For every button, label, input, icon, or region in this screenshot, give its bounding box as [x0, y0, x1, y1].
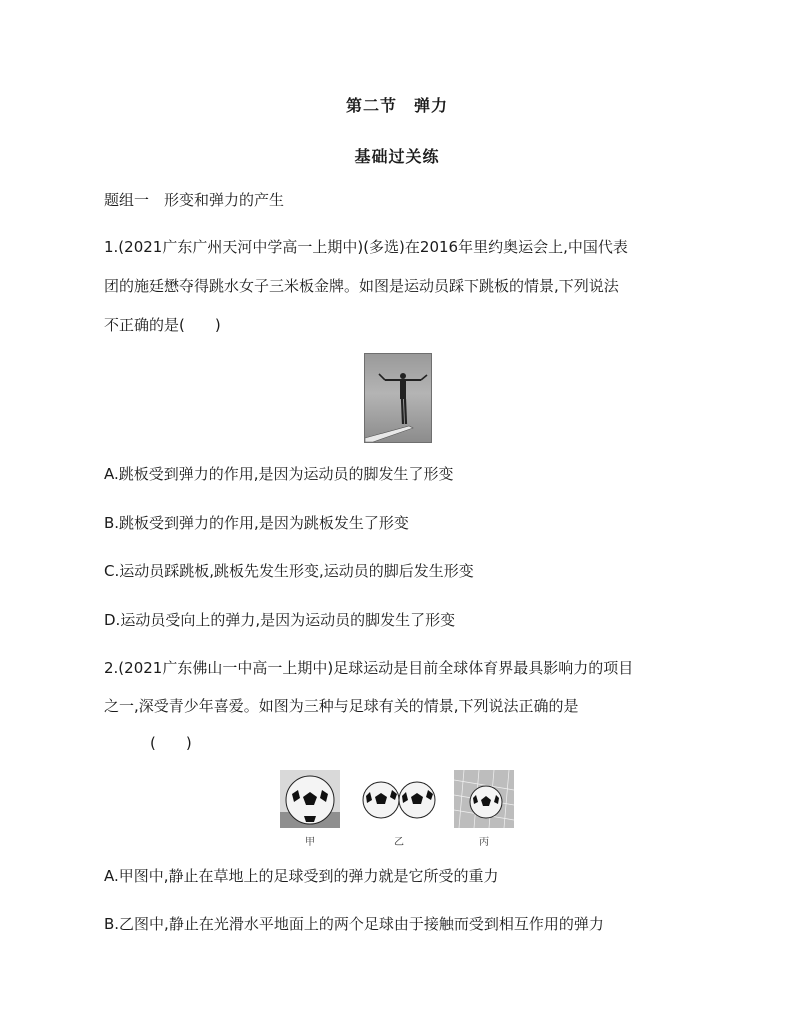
two-soccer-balls-image [362, 770, 436, 828]
soccer-ball-on-grass-image [280, 770, 340, 828]
question-1-line-3: 不正确的是( ) [104, 316, 221, 334]
soccer-figures [280, 770, 514, 850]
group-title: 题组一 形变和弹力的产生 [104, 191, 285, 209]
caption-bing: 丙 [479, 837, 489, 848]
caption-jia: 甲 [305, 837, 315, 848]
question-1-option-d: D.运动员受向上的弹力,是因为运动员的脚发生了形变 [104, 611, 456, 629]
question-1-option-b: B.跳板受到弹力的作用,是因为跳板发生了形变 [104, 514, 409, 532]
question-2-option-b: B.乙图中,静止在光滑水平地面上的两个足球由于接触而受到相互作用的弹力 [104, 915, 604, 933]
question-1-option-c: C.运动员踩跳板,跳板先发生形变,运动员的脚后发生形变 [104, 562, 474, 580]
question-1-option-a: A.跳板受到弹力的作用,是因为运动员的脚发生了形变 [104, 465, 454, 483]
question-2-line-2: 之一,深受青少年喜爱。如图为三种与足球有关的情景,下列说法正确的是 [104, 697, 579, 715]
question-2-line-3: ( ) [150, 734, 192, 752]
section-subtitle: 基础过关练 [354, 147, 440, 166]
question-1-line-2: 团的施廷懋夺得跳水女子三米板金牌。如图是运动员踩下跳板的情景,下列说法 [104, 277, 619, 295]
question-1-line-1: 1.(2021广东广州天河中学高一上期中)(多选)在2016年里约奥运会上,中国代表 [104, 238, 628, 256]
soccer-ball-in-net-image [454, 770, 514, 828]
caption-yi: 乙 [394, 837, 404, 848]
question-2-line-1: 2.(2021广东佛山一中高一上期中)足球运动是目前全球体育界最具影响力的项目 [104, 659, 634, 677]
diver-figure [364, 353, 432, 443]
page-title: 第二节 弹力 [345, 96, 448, 115]
question-2-option-a: A.甲图中,静止在草地上的足球受到的弹力就是它所受的重力 [104, 867, 499, 885]
